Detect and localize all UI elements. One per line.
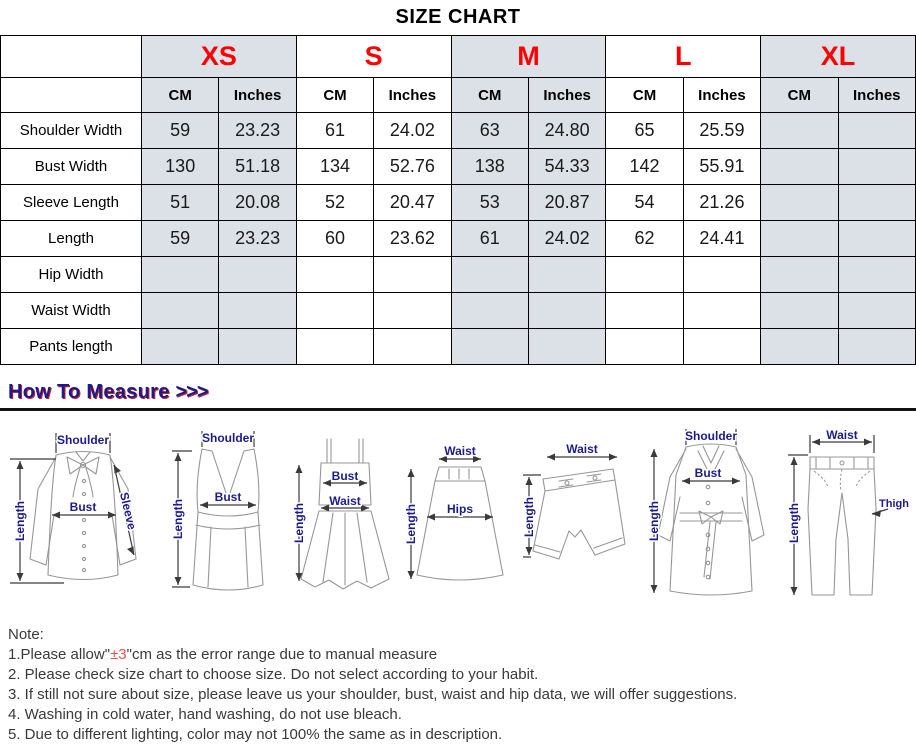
table-cell — [838, 149, 915, 185]
size-header-row — [1, 36, 916, 78]
table-cell: 59 — [142, 221, 219, 257]
row-label: Sleeve Length — [1, 185, 142, 221]
table-cell — [606, 257, 683, 293]
table-cell: 53 — [451, 185, 528, 221]
table-cell — [528, 293, 605, 329]
notes-section — [0, 611, 916, 745]
measure-label: Length — [292, 503, 307, 543]
table-cell — [761, 329, 838, 365]
measure-label: Waist — [826, 428, 858, 442]
unit-header: CM — [761, 78, 838, 113]
table-cell: 20.08 — [219, 185, 296, 221]
measure-label: Shoulder — [201, 431, 254, 445]
table-cell: 65 — [606, 113, 683, 149]
heading-text: How To Measure — [8, 381, 170, 403]
table-cell: 24.80 — [528, 113, 605, 149]
measure-label: Length — [786, 503, 801, 543]
size-header-m: M — [451, 36, 606, 78]
table-cell: 60 — [296, 221, 373, 257]
table-cell — [838, 185, 915, 221]
table-cell: 20.47 — [374, 185, 451, 221]
table-cell: 51.18 — [219, 149, 296, 185]
page-title: SIZE CHART — [395, 6, 521, 28]
garment-slip-dress-illustration — [287, 419, 399, 620]
table-cell: 55.91 — [683, 149, 760, 185]
chevrons-icon: >>> — [175, 381, 208, 403]
unit-header: Inches — [683, 78, 760, 113]
how-to-measure-heading — [8, 381, 916, 404]
table-cell — [451, 329, 528, 365]
table-cell — [761, 257, 838, 293]
table-cell — [142, 329, 219, 365]
table-cell: 24.02 — [528, 221, 605, 257]
table-cell — [606, 293, 683, 329]
table-cell — [142, 257, 219, 293]
measure-label: Waist — [444, 444, 476, 458]
table-cell — [219, 329, 296, 365]
table-cell — [451, 293, 528, 329]
table-cell — [761, 185, 838, 221]
measure-label: Length — [521, 497, 536, 537]
table-cell — [683, 257, 760, 293]
table-cell: 142 — [606, 149, 683, 185]
table-cell: 62 — [606, 221, 683, 257]
size-chart-table — [0, 35, 916, 365]
table-cell: 24.41 — [683, 221, 760, 257]
garment-pants-illustration — [782, 419, 912, 620]
corner-cell — [1, 78, 142, 113]
measure-label: Length — [647, 501, 662, 541]
table-cell — [838, 221, 915, 257]
table-cell: 23.23 — [219, 221, 296, 257]
row-label: Shoulder Width — [1, 113, 142, 149]
measure-illustrations — [0, 411, 916, 611]
note-line-1: 1.Please allow"±3"cm as the error range due to manual measure — [8, 646, 438, 663]
table-cell: 130 — [142, 149, 219, 185]
table-cell: 52.76 — [374, 149, 451, 185]
size-header-xs: XS — [142, 36, 297, 78]
table-cell — [296, 257, 373, 293]
unit-header: Inches — [374, 78, 451, 113]
table-cell — [838, 257, 915, 293]
unit-header: Inches — [838, 78, 915, 113]
table-cell: 20.87 — [528, 185, 605, 221]
table-cell — [296, 293, 373, 329]
note-line-2: 2. Please check size chart to choose size. Do not select according to your habit. — [8, 666, 539, 683]
table-cell: 61 — [451, 221, 528, 257]
table-cell: 63 — [451, 113, 528, 149]
row-label: Pants length — [1, 329, 142, 365]
table-cell — [683, 329, 760, 365]
table-cell: 25.59 — [683, 113, 760, 149]
measure-label: Length — [170, 499, 185, 539]
table-cell — [761, 149, 838, 185]
garment-tank-top-illustration — [166, 419, 286, 620]
table-row — [1, 149, 916, 185]
measure-label: Bust — [694, 466, 722, 480]
garment-blouse-illustration — [4, 419, 164, 620]
table-cell: 59 — [142, 113, 219, 149]
table-row — [1, 185, 916, 221]
measure-label: Bust — [214, 490, 241, 504]
table-row — [1, 329, 916, 365]
table-cell — [142, 293, 219, 329]
row-label: Waist Width — [1, 293, 142, 329]
measure-label: Thigh — [878, 498, 909, 510]
table-cell — [761, 221, 838, 257]
table-cell — [374, 257, 451, 293]
note-line-4: 4. Washing in cold water, hand washing, do not use bleach. — [8, 706, 402, 723]
corner-cell — [1, 36, 142, 78]
measure-label: Sleeve — [116, 490, 140, 532]
table-cell — [296, 329, 373, 365]
table-cell — [838, 329, 915, 365]
table-cell: 52 — [296, 185, 373, 221]
table-cell: 138 — [451, 149, 528, 185]
table-cell — [761, 113, 838, 149]
measure-label: Bust — [331, 469, 359, 483]
unit-header: CM — [606, 78, 683, 113]
garment-skirt-illustration — [401, 419, 513, 620]
garment-shorts-illustration — [515, 419, 641, 620]
table-row — [1, 257, 916, 293]
unit-header: CM — [296, 78, 373, 113]
row-label: Length — [1, 221, 142, 257]
measure-label: Hips — [446, 502, 473, 516]
row-label: Hip Width — [1, 257, 142, 293]
table-cell: 54 — [606, 185, 683, 221]
table-cell — [219, 293, 296, 329]
table-cell — [374, 293, 451, 329]
table-cell — [761, 293, 838, 329]
unit-header: CM — [142, 78, 219, 113]
error-range-value: ±3 — [110, 646, 127, 663]
unit-header: Inches — [528, 78, 605, 113]
measure-label: Length — [13, 501, 27, 541]
measure-label: Waist — [565, 442, 598, 456]
size-header-s: S — [296, 36, 451, 78]
measure-label: Bust — [69, 500, 97, 514]
note-line-3: 3. If still not sure about size, please leave us your shoulder, bust, waist and hip data, we will offer suggestions. — [8, 686, 738, 703]
measure-label: Waist — [329, 494, 362, 508]
measure-label: Shoulder — [56, 433, 110, 447]
table-cell — [683, 293, 760, 329]
table-row — [1, 113, 916, 149]
size-header-xl: XL — [761, 36, 916, 78]
table-cell: 51 — [142, 185, 219, 221]
table-cell: 23.62 — [374, 221, 451, 257]
table-cell: 24.02 — [374, 113, 451, 149]
table-cell — [606, 329, 683, 365]
table-cell: 54.33 — [528, 149, 605, 185]
unit-header-row — [1, 78, 916, 113]
table-cell — [451, 257, 528, 293]
table-cell: 61 — [296, 113, 373, 149]
table-cell — [219, 257, 296, 293]
row-label: Bust Width — [1, 149, 142, 185]
measure-label: Length — [403, 504, 418, 544]
table-cell: 21.26 — [683, 185, 760, 221]
table-cell: 23.23 — [219, 113, 296, 149]
table-cell: 134 — [296, 149, 373, 185]
table-cell — [528, 329, 605, 365]
table-cell — [838, 113, 915, 149]
unit-header: Inches — [219, 78, 296, 113]
table-row — [1, 293, 916, 329]
garment-trench-coat-illustration — [642, 419, 780, 620]
table-cell — [374, 329, 451, 365]
table-cell — [528, 257, 605, 293]
size-header-l: L — [606, 36, 761, 78]
unit-header: CM — [451, 78, 528, 113]
measure-label: Shoulder — [685, 429, 738, 443]
table-row — [1, 221, 916, 257]
table-cell — [838, 293, 915, 329]
note-line-5: 5. Due to different lighting, color may not 100% the same as in description. — [8, 726, 503, 743]
notes-heading: Note: — [8, 626, 44, 643]
